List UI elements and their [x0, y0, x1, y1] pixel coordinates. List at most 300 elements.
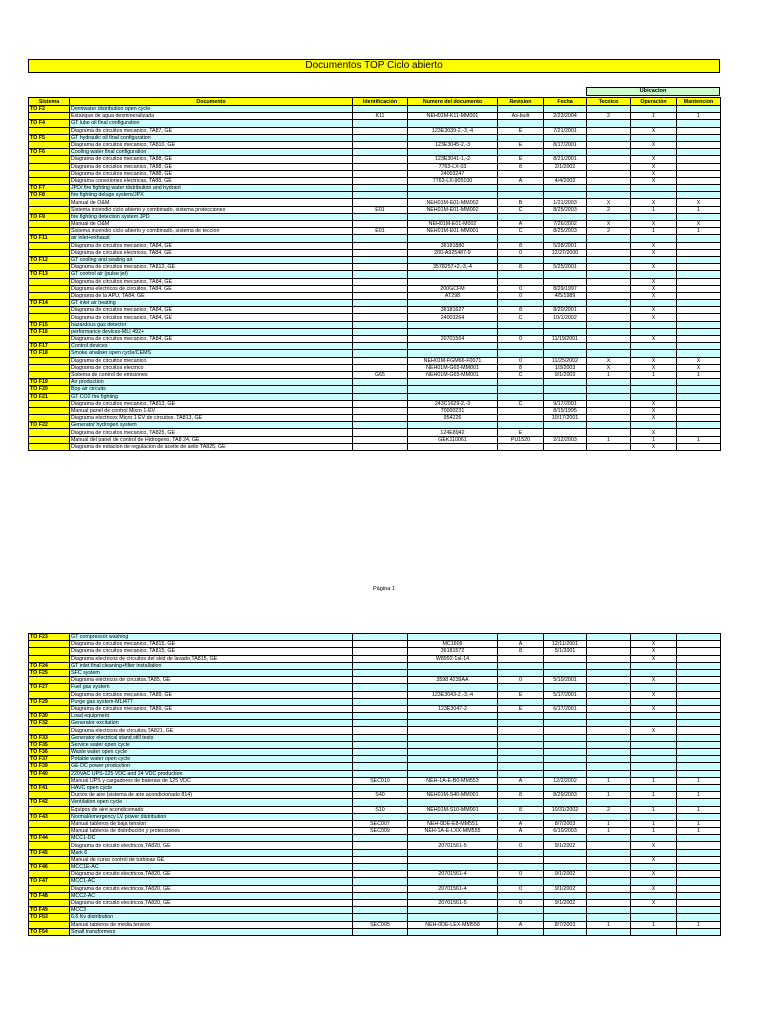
data-cell	[353, 235, 408, 242]
data-cell: 12/27/2000	[544, 249, 587, 256]
system-row	[29, 684, 721, 691]
data-cell	[498, 864, 544, 871]
data-cell	[677, 386, 721, 393]
data-cell	[631, 235, 677, 242]
data-cell	[353, 856, 408, 863]
document-cell: Waste water open cycle	[70, 749, 353, 756]
data-cell	[408, 727, 498, 734]
data-cell	[408, 734, 498, 741]
data-cell	[631, 892, 677, 899]
data-cell	[587, 634, 631, 641]
data-cell: E	[498, 156, 544, 163]
data-cell	[544, 720, 587, 727]
document-cell: Generator excitation	[70, 720, 353, 727]
data-cell: 11/19/2001	[544, 336, 587, 343]
data-cell	[587, 928, 631, 935]
data-cell	[408, 393, 498, 400]
data-cell: 0	[498, 336, 544, 343]
data-cell	[353, 720, 408, 727]
system-code-cell	[29, 249, 70, 256]
data-cell	[587, 749, 631, 756]
data-cell	[498, 386, 544, 393]
data-cell: X	[631, 429, 677, 436]
data-cell: NEH01M-G65-MM001	[408, 364, 498, 371]
system-row	[29, 321, 721, 328]
document-cell: Manual panel de control Micro 1-EV	[70, 407, 353, 414]
system-code-cell	[29, 314, 70, 321]
data-cell	[631, 213, 677, 220]
data-cell: 8	[498, 307, 544, 314]
documents-table-page1	[28, 97, 721, 451]
data-cell: 5/1/2001	[544, 648, 587, 655]
data-cell	[677, 134, 721, 141]
data-cell	[544, 321, 587, 328]
data-cell	[498, 120, 544, 127]
system-code-cell	[29, 141, 70, 148]
system-code-cell: TO F44	[29, 835, 70, 842]
data-cell: E01	[353, 228, 408, 235]
document-cell: JPD/ fire fighting water distribution and hydrant	[70, 185, 353, 192]
data-cell	[631, 864, 677, 871]
system-code-cell	[29, 264, 70, 271]
column-header: Numero del documento	[408, 98, 498, 106]
data-cell	[677, 271, 721, 278]
data-cell	[408, 856, 498, 863]
data-cell	[353, 849, 408, 856]
data-cell	[408, 770, 498, 777]
data-cell	[498, 350, 544, 357]
system-code-cell	[29, 828, 70, 835]
data-cell	[587, 691, 631, 698]
data-cell: X	[631, 278, 677, 285]
data-cell	[544, 300, 587, 307]
data-cell	[677, 684, 721, 691]
document-cell: Manual UPS y cargadores de baterias de 125 VDC	[70, 777, 353, 784]
document-cell: GT inlet final cleaning+filter installation	[70, 662, 353, 669]
data-cell	[631, 321, 677, 328]
data-cell	[353, 684, 408, 691]
system-code-cell: TO F4	[29, 120, 70, 127]
data-cell	[587, 134, 631, 141]
data-cell	[587, 734, 631, 741]
table-row	[29, 141, 721, 148]
data-cell	[677, 415, 721, 422]
data-cell	[353, 799, 408, 806]
data-cell: X	[631, 170, 677, 177]
data-cell	[353, 878, 408, 885]
data-cell	[353, 307, 408, 314]
data-cell: 8/29/1997	[544, 285, 587, 292]
data-cell	[544, 634, 587, 641]
data-cell: 1	[677, 206, 721, 213]
data-cell	[677, 907, 721, 914]
table-row	[29, 727, 721, 734]
column-header: Sistema	[29, 98, 70, 106]
data-cell: S10	[353, 806, 408, 813]
table-row	[29, 228, 721, 235]
system-code-cell: TO F53	[29, 914, 70, 921]
data-cell: 0	[498, 292, 544, 299]
data-cell: 8	[498, 242, 544, 249]
data-cell	[353, 156, 408, 163]
data-cell	[408, 634, 498, 641]
system-code-cell	[29, 691, 70, 698]
data-cell	[677, 720, 721, 727]
system-code-cell: TO F41	[29, 784, 70, 791]
document-cell: Diagrama de circuito electricos,TA820, GE	[70, 842, 353, 849]
data-cell	[353, 407, 408, 414]
data-cell	[587, 443, 631, 450]
system-row	[29, 928, 721, 935]
data-cell: 1	[587, 921, 631, 928]
system-code-cell	[29, 400, 70, 407]
document-cell: Manual de curso control de turbinas GE	[70, 856, 353, 863]
document-cell: Diagrama de la APU, TA84, GE	[70, 292, 353, 299]
data-cell	[677, 856, 721, 863]
system-row	[29, 734, 721, 741]
data-cell	[408, 864, 498, 871]
data-cell	[677, 242, 721, 249]
ubicacion-header: Ubicacion	[586, 87, 720, 96]
data-cell	[353, 655, 408, 662]
table-row	[29, 400, 721, 407]
data-cell	[353, 662, 408, 669]
data-cell	[587, 705, 631, 712]
document-cell: Sistema de control de emisiones	[70, 371, 353, 378]
system-code-cell	[29, 436, 70, 443]
data-cell	[408, 928, 498, 935]
data-cell	[353, 278, 408, 285]
system-code-cell: TO F40	[29, 770, 70, 777]
document-cell: Demiwater distribution open cycle	[70, 106, 353, 113]
data-cell	[353, 256, 408, 263]
data-cell: X	[631, 292, 677, 299]
data-cell	[353, 885, 408, 892]
data-cell	[353, 429, 408, 436]
table-row	[29, 641, 721, 648]
data-cell	[677, 813, 721, 820]
data-cell: 1	[587, 792, 631, 799]
data-cell: SEC007	[353, 820, 408, 827]
system-row	[29, 770, 721, 777]
data-cell	[587, 871, 631, 878]
data-cell	[408, 756, 498, 763]
data-cell	[631, 149, 677, 156]
data-cell	[677, 878, 721, 885]
data-cell: 0	[498, 285, 544, 292]
system-row	[29, 634, 721, 641]
data-cell: C	[498, 206, 544, 213]
data-cell	[677, 429, 721, 436]
data-cell	[631, 756, 677, 763]
data-cell	[544, 727, 587, 734]
data-cell	[587, 192, 631, 199]
system-code-cell	[29, 641, 70, 648]
document-cell: 220VAC UPS-125 VDC and 24 VDC production	[70, 770, 353, 777]
data-cell	[544, 422, 587, 429]
system-code-cell	[29, 177, 70, 184]
system-row	[29, 149, 721, 156]
data-cell: NEH01M-S40-MM001	[408, 792, 498, 799]
data-cell	[498, 907, 544, 914]
data-cell	[677, 379, 721, 386]
data-cell: NEH-1A-E-B0-MM553	[408, 777, 498, 784]
data-cell: 1	[587, 820, 631, 827]
system-code-cell: TO F23	[29, 634, 70, 641]
system-row	[29, 763, 721, 770]
data-cell	[498, 749, 544, 756]
data-cell	[544, 235, 587, 242]
document-cell: Diagrama de circuitos mecanico	[70, 357, 353, 364]
data-cell: X	[631, 677, 677, 684]
system-row	[29, 813, 721, 820]
data-cell	[631, 749, 677, 756]
document-cell: MCC2-AC	[70, 892, 353, 899]
data-cell: 20701561-5	[408, 842, 498, 849]
column-header: Revision	[498, 98, 544, 106]
data-cell	[587, 669, 631, 676]
data-cell	[498, 393, 544, 400]
document-cell: GE DC power production	[70, 763, 353, 770]
document-cell: Generator hydrogen system	[70, 422, 353, 429]
table-row	[29, 163, 721, 170]
data-cell	[408, 763, 498, 770]
system-row	[29, 698, 721, 705]
data-cell	[498, 328, 544, 335]
data-cell	[408, 749, 498, 756]
data-cell	[353, 705, 408, 712]
data-cell	[498, 407, 544, 414]
data-cell: X	[631, 705, 677, 712]
column-header: Identificación	[353, 98, 408, 106]
data-cell	[408, 278, 498, 285]
document-cell: Manual de O&M	[70, 199, 353, 206]
data-cell: X	[631, 221, 677, 228]
system-row	[29, 864, 721, 871]
data-cell	[498, 192, 544, 199]
table-row	[29, 436, 721, 443]
data-cell	[631, 393, 677, 400]
data-cell	[677, 120, 721, 127]
data-cell: X	[631, 285, 677, 292]
data-cell	[353, 185, 408, 192]
column-header: Mantencion	[677, 98, 721, 106]
data-cell	[498, 720, 544, 727]
data-cell	[677, 292, 721, 299]
data-cell	[631, 835, 677, 842]
data-cell	[353, 328, 408, 335]
data-cell	[677, 163, 721, 170]
data-cell: 1	[631, 828, 677, 835]
data-cell	[353, 400, 408, 407]
data-cell	[408, 192, 498, 199]
data-cell	[353, 634, 408, 641]
data-cell	[353, 134, 408, 141]
table-row	[29, 156, 721, 163]
document-cell: Diagrama de circuitos mecanico, TA815, GE	[70, 641, 353, 648]
system-row	[29, 192, 721, 199]
data-cell: 10/31/2002	[544, 806, 587, 813]
data-cell	[353, 648, 408, 655]
data-cell: A	[498, 641, 544, 648]
data-cell	[677, 141, 721, 148]
data-cell	[587, 386, 631, 393]
data-cell	[587, 149, 631, 156]
document-cell: Generator electrical stand still tests	[70, 734, 353, 741]
data-cell	[677, 892, 721, 899]
document-cell: Diagrama de circuitos electricos, TA84, GE	[70, 249, 353, 256]
data-cell	[498, 763, 544, 770]
data-cell: 8	[498, 264, 544, 271]
data-cell	[631, 734, 677, 741]
data-cell	[631, 741, 677, 748]
data-cell	[408, 443, 498, 450]
data-cell	[498, 892, 544, 899]
data-cell: 8/21/2001	[544, 156, 587, 163]
system-row	[29, 669, 721, 676]
data-cell	[544, 149, 587, 156]
system-code-cell: TO F42	[29, 799, 70, 806]
data-cell	[587, 914, 631, 921]
system-code-cell: TO F17	[29, 343, 70, 350]
data-cell: X	[631, 199, 677, 206]
data-cell	[408, 684, 498, 691]
system-code-cell: TO F7	[29, 185, 70, 192]
document-cell: Diagrama de circuitos mecanico, TA88, GE	[70, 163, 353, 170]
data-cell	[587, 864, 631, 871]
data-cell: 1	[631, 371, 677, 378]
table-row	[29, 242, 721, 249]
data-cell	[587, 842, 631, 849]
system-code-cell	[29, 357, 70, 364]
data-cell: X	[631, 641, 677, 648]
data-cell: 1	[677, 371, 721, 378]
system-code-cell	[29, 170, 70, 177]
system-code-cell	[29, 278, 70, 285]
data-cell	[587, 127, 631, 134]
data-cell	[587, 379, 631, 386]
system-code-cell	[29, 199, 70, 206]
system-code-cell: TO F18	[29, 350, 70, 357]
data-cell: X	[631, 364, 677, 371]
data-cell: C	[498, 314, 544, 321]
data-cell	[587, 422, 631, 429]
data-cell: 1/21/2003	[544, 199, 587, 206]
data-cell	[587, 878, 631, 885]
data-cell	[353, 436, 408, 443]
data-cell	[498, 300, 544, 307]
table-row	[29, 371, 721, 378]
data-cell	[544, 914, 587, 921]
document-cell: Manual tableros de distribución y protecciones	[70, 828, 353, 835]
data-cell: C	[498, 400, 544, 407]
data-cell	[587, 336, 631, 343]
data-cell	[353, 321, 408, 328]
system-code-cell: TO F5	[29, 134, 70, 141]
data-cell: 1	[677, 806, 721, 813]
data-cell	[677, 185, 721, 192]
data-cell: 3598 4239AA	[408, 677, 498, 684]
data-cell	[353, 907, 408, 914]
document-cell: MCC1-DC	[70, 835, 353, 842]
system-code-cell: TO F13	[29, 271, 70, 278]
data-cell: 1	[631, 806, 677, 813]
data-cell: 10/1/2002	[544, 314, 587, 321]
document-cell: GT compressor washing	[70, 634, 353, 641]
data-cell	[498, 422, 544, 429]
data-cell: X	[631, 242, 677, 249]
data-cell: X	[631, 899, 677, 906]
data-cell	[677, 756, 721, 763]
data-cell	[677, 784, 721, 791]
data-cell	[631, 684, 677, 691]
data-cell: 20701561-5	[408, 899, 498, 906]
data-cell	[677, 336, 721, 343]
data-cell: 1/3/2003	[544, 364, 587, 371]
document-cell: GT lube oil final configuration	[70, 120, 353, 127]
document-cell: Potable water open cycle	[70, 756, 353, 763]
table-row	[29, 828, 721, 835]
system-code-cell: TO F9	[29, 213, 70, 220]
data-cell: 8/25/2003	[544, 228, 587, 235]
system-code-cell	[29, 792, 70, 799]
system-row	[29, 256, 721, 263]
data-cell: NEH01M-E01-MM001	[408, 228, 498, 235]
data-cell	[677, 677, 721, 684]
data-cell: 2/23/2004	[544, 113, 587, 120]
data-cell	[587, 720, 631, 727]
data-cell: NEH01M-G65-MM001	[408, 371, 498, 378]
system-row	[29, 235, 721, 242]
system-row	[29, 185, 721, 192]
data-cell: 9/1/2002	[544, 885, 587, 892]
data-cell	[544, 892, 587, 899]
data-cell	[587, 249, 631, 256]
data-cell	[631, 185, 677, 192]
data-cell	[677, 727, 721, 734]
data-cell	[677, 192, 721, 199]
data-cell	[408, 720, 498, 727]
data-cell	[677, 648, 721, 655]
data-cell	[498, 235, 544, 242]
data-cell: X	[631, 249, 677, 256]
system-code-cell	[29, 292, 70, 299]
data-cell	[677, 307, 721, 314]
data-cell	[353, 749, 408, 756]
data-cell: 24003264	[408, 314, 498, 321]
data-cell: 0	[498, 357, 544, 364]
system-code-cell	[29, 307, 70, 314]
table-row	[29, 677, 721, 684]
data-cell	[544, 328, 587, 335]
data-cell	[587, 641, 631, 648]
data-cell	[631, 328, 677, 335]
data-cell	[677, 170, 721, 177]
data-cell	[544, 784, 587, 791]
table-row	[29, 314, 721, 321]
document-cell: Fuel gas system	[70, 684, 353, 691]
data-cell: X	[677, 364, 721, 371]
document-cell: Cooling water final configuration	[70, 149, 353, 156]
data-cell	[498, 713, 544, 720]
data-cell: X	[631, 842, 677, 849]
data-cell: X	[631, 648, 677, 655]
system-code-cell: TO F2	[29, 106, 70, 113]
data-cell	[677, 835, 721, 842]
table-row	[29, 199, 721, 206]
data-cell: 123E3041-1,-2	[408, 156, 498, 163]
data-cell: 1	[677, 792, 721, 799]
